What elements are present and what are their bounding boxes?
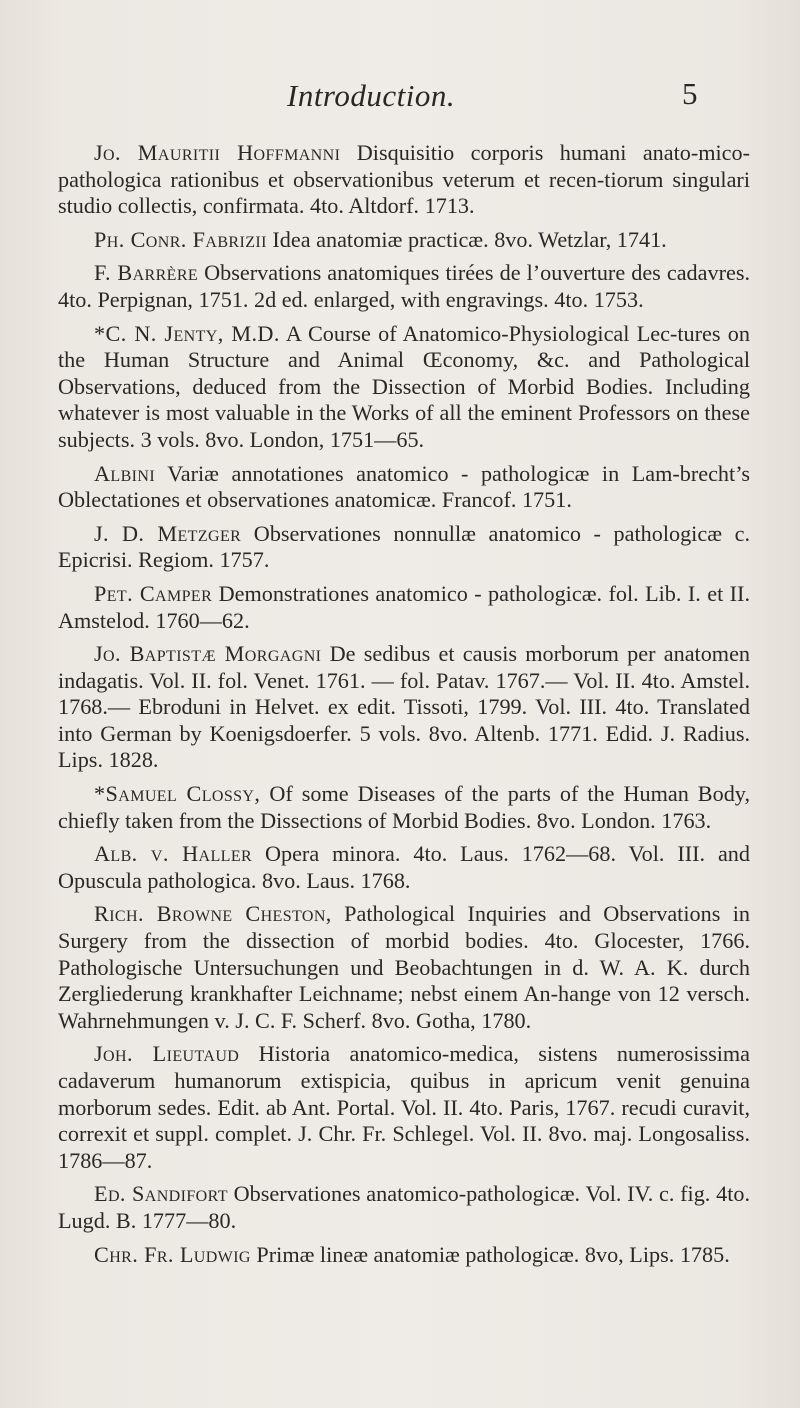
- entry-text: A Course of Anatomico-Physiological Lec-tures on the Human Structure and Animal Œconomy, &c. and Pathological Observations, deduced from the Dissection of Morbid Bodies. Including whatever is most valuable in the Works of all the eminent Professors on these subjects. 3 vols. 8vo. London, 1751—65.: [58, 320, 750, 452]
- entry-text: Disquisitio corporis humani anato-mico-pathologica rationibus et observationibus veterum et recen-tiorum singulari studio collectis, confirmata. 4to. Altdorf. 1713.: [58, 140, 751, 219]
- bibliography-entry: [58, 1242, 750, 1269]
- entry-author: Rich. Browne Cheston,: [94, 901, 332, 927]
- entry-author: Jo. Baptistæ Morgagni: [94, 641, 322, 667]
- entry-author: F. Barrère: [94, 260, 199, 286]
- bibliography-entry: [58, 581, 750, 634]
- entry-text: Variæ annotationes anatomico - pathologicæ in Lam-brecht’s Oblectationes et observationes anatomicæ. Francof. 1751.: [58, 460, 750, 513]
- entry-author: Pet. Camper: [94, 580, 213, 606]
- running-title: Introduction.: [287, 78, 456, 113]
- bibliography-entry: [58, 521, 750, 574]
- entry-author: Alb. v. Haller: [94, 841, 253, 867]
- bibliography-entry: [58, 1181, 750, 1234]
- entry-text: Idea anatomiæ practicæ. 8vo. Wetzlar, 1741.: [266, 226, 667, 252]
- entry-text: Primæ lineæ anatomiæ pathologicæ. 8vo, Lips. 1785.: [250, 1241, 730, 1267]
- entry-author: Joh. Lieutaud: [94, 1041, 240, 1067]
- entry-text: Opera minora. 4to. Laus. 1762—68. Vol. III. and Opuscula pathologica. 8vo. Laus. 1768.: [58, 841, 750, 893]
- bibliography-list: [58, 140, 750, 1275]
- bibliography-entry: [58, 1041, 750, 1174]
- entry-text: Of some Diseases of the parts of the Human Body, chiefly taken from the Dissections of Morbid Bodies. 8vo. London. 1763.: [58, 781, 750, 833]
- entry-author: Jo. Mauritii Hoffmanni: [94, 140, 341, 165]
- entry-author: Chr. Fr. Ludwig: [94, 1241, 251, 1267]
- bibliography-entry: [58, 461, 750, 514]
- bibliography-entry: [58, 841, 750, 894]
- bibliography-entry: [58, 140, 750, 220]
- entry-text: Observations anatomiques tirées de l’ouverture des cadavres. 4to. Perpignan, 1751. 2d ed. enlarged, with engravings. 4to. 1753.: [58, 260, 751, 312]
- entry-text: De sedibus et causis morborum per anatomen indagatis. Vol. II. fol. Venet. 1761. — fol. Patav. 1767.— Vol. II. 4to. Amstel. 1768.— Ebroduni in Helvet. ex edit. Tissoti, 1799. Vol. III. 4to. Translated into German by Koenigsdoerfer. 5 vols. 8vo. Altenb. 1771. Edid. J. Radius. Lips. 1828.: [58, 641, 751, 773]
- bibliography-entry: [58, 641, 750, 774]
- entry-text: Pathological Inquiries and Observations in Surgery from the dissection of morbid bodies. 4to. Glocester, 1766. Pathologische Untersuchungen und Beobachtungen in d. W. A. K. durch Zergliederung krankhafter Leichname; nebst einem An-hange von 12 versch. Wahrnehmungen v. J. C. F. Scherf. 8vo. Gotha, 1780.: [58, 901, 751, 1033]
- entry-author: *C. N. Jenty, M.D.: [94, 320, 280, 346]
- bibliography-entry: [58, 781, 750, 834]
- page-header: [0, 78, 800, 118]
- entry-author: J. D. Metzger: [94, 520, 242, 546]
- bibliography-entry: [58, 901, 750, 1034]
- bibliography-entry: [58, 227, 750, 254]
- page-number: 5: [682, 76, 698, 111]
- entry-text: Demonstrationes anatomico - pathologicæ. fol. Lib. I. et II. Amstelod. 1760—62.: [58, 580, 750, 633]
- entry-author: Albini: [94, 460, 156, 486]
- entry-text: Historia anatomico-medica, sistens numerosissima cadaverum humanorum extispicia, quibus in apricum venit genuina morborum sedes. Edit. ab Ant. Portal. Vol. II. 4to. Paris, 1767. recudi curavit, correxit et suppl. complet. J. Chr. Fr. Schlegel. Vol. II. 8vo. maj. Longosaliss. 1786—87.: [58, 1041, 750, 1173]
- entry-text: Observationes anatomico-pathologicæ. Vol. IV. c. fig. 4to. Lugd. B. 1777—80.: [58, 1181, 750, 1233]
- entry-text: Observationes nonnullæ anatomico - pathologicæ c. Epicrisi. Regiom. 1757.: [58, 520, 750, 573]
- bibliography-entry: [58, 321, 750, 454]
- entry-author: Ph. Conr. Fabrizii: [94, 226, 267, 252]
- entry-author: Ed. Sandifort: [94, 1181, 228, 1207]
- bibliography-entry: [58, 260, 750, 313]
- entry-author: *Samuel Clossy,: [94, 781, 261, 807]
